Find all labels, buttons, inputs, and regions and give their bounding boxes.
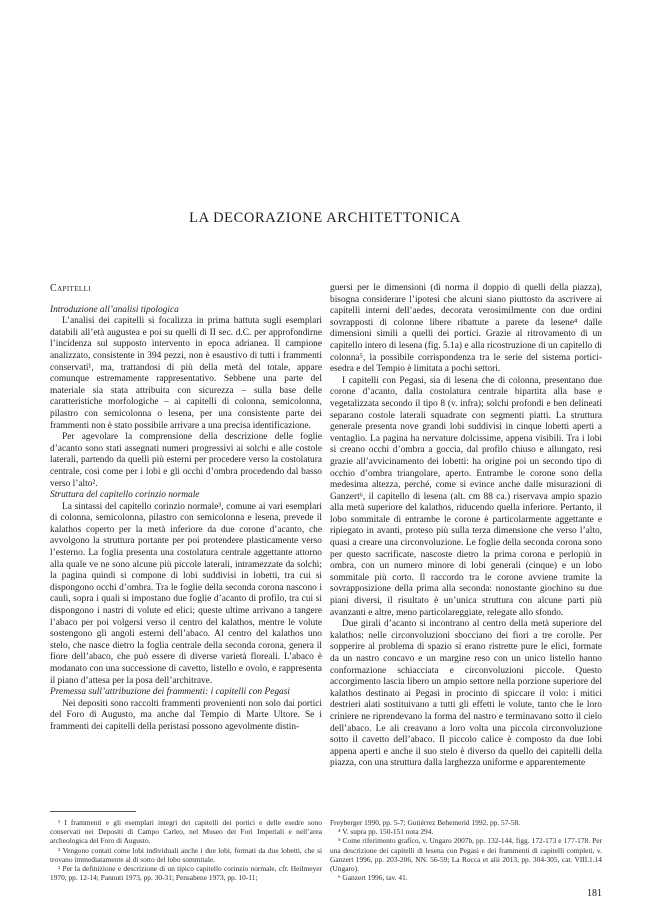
footnote: ⁶ Ganzert 1996, tav. 41. — [338, 873, 408, 883]
paragraph: Per agevolare la comprensione della descrizione delle foglie d’acanto sono stati assegnati numeri progressivi ai solchi e alle costole laterali, partendo da quelli più esterni per procedere verso la costolatura centrale, così come per i lobi e gli occhi d’ombra procedendo dal basso verso l’alto². — [50, 432, 322, 489]
left-column-body — [50, 305, 322, 734]
paragraph: I capitelli con Pegasi, sia di lesena che di colonna, presentano due corone d’acanto, dalla costolatura centrale bipartita alla base e vegetalizzata secondo il tipo 8 (v. infra); solchi profondi e ben delineati separano costole laterali squadrate con segmenti piatti. La struttura generale presenta nove grandi lobi suddivisi in cinque lobetti aperti a ventaglio. La pagina ha nervature dolcissime, appena visibili. Tra i lobi si creano occhi d’ombra a goccia, dal profilo chiuso e allungato, resi grazie all’avvicinamento dei lobetti: ha origine poi un secondo tipo di occhio d’ombra triangolare, aperto. Entrambe le corone sono della medesima altezza, perché, come si evince anche dalle misurazioni di Ganzert⁶, il capitello di lesena (alt. cm 88 ca.) riservava ampio spazio alla metà superiore del kalathos, riducendo quella inferiore. Pertanto, il lobo sommitale di entrambe le corone è particolarmente aggettante e ripiegato in avanti, proteso più sulla terza dimensione che verso l’alto, quasi a creare una circonvoluzione. Le foglie della seconda corona sono per questo sacrificate, nascoste dietro la prima corona e perlopiù in ombra, con un numero minore di lobi generali (cinque) e un lobo sommitale più corto. Il raccordo tra le corone avviene tramite la sovrapposizione della prima alla seconda: nonostante giochino su due piani diversi, il risultato è un’unica struttura con alcune parti più avanzanti e altre, meno particolareggiate, relegate allo sfondo. — [330, 375, 602, 618]
footnote-separator — [50, 811, 136, 812]
paragraph: guersi per le dimensioni (di norma il doppio di quelli della piazza), bisogna considerare l’ipotesi che alcuni siano piuttosto da ascrivere ai capitelli interni dell’aedes, decorata verosimilmente con due ordini sovrapposti di colonne libere ribattute a parete da lesene⁴ dalle dimensioni simili a quelli dei portici. Grazie al ritrovamento di un capitello intero di lesena (fig. 5.1a) e alla ricostruzione di un capitello di colonna⁵, la possibile corrispondenza tra le serie del sistema portici-esedra e del Tempio è limitata a pochi settori. — [330, 283, 602, 375]
footnote: ⁴ V. supra pp. 150-151 nota 294. — [338, 827, 434, 837]
paragraph: La sintassi del capitello corinzio normale³, comune ai vari esemplari di colonna, semicolonna, pilastro con semicolonna e lesena, prevede il kalathos coperto per la metà inferiore da due corone d’acanto, che avvolgono la struttura portante per poi protendere plasticamente verso l’esterno. La foglia presenta una costolatura centrale aggettante attorno alla quale ve ne sono alcune più piccole laterali, intramezzate da solchi; la pagina quindi si compone di lobi suddivisi in lobetti, tra cui si dispongono occhi d’ombra. Tra le foglie della seconda corona nascono i cauli, sopra i quali si impostano due foglie d’acanto di profilo, tra cui si dispongono i nastri di volute ed elici; queste ultime arrivano a tangere l’abaco per poi volgersi verso il centro del kalathos, mentre le volute sostengono gli angoli esterni dell’abaco. Al centro del kalathos uno stelo, che nasce dietro la foglia centrale della seconda corona, genera il fiore dell’abaco, che può essere di diverse varietà floreali. L’abaco è modanato con una successione di cavetto, listello e ovolo, e rappresenta il piano d’attesa per la posa dell’architrave. — [50, 501, 322, 686]
page-number: 181 — [587, 888, 602, 899]
paragraph: Due girali d’acanto si incontrano al centro della metà superiore del kalathos: nelle circonvoluzioni sbocciano dei fiori a tre corolle. Per sopperire al problema di spazio si erano ristrette pure le elici, formate da un nastro concavo e un margine reso con un unico listello hanno conformazione schiacciata e circonvoluzioni piccole. Questo accorgimento lascia libero un ampio settore nella porzione superiore del kalathos destinato ai Pegasi in procinto di spiccare il volo: i mitici destrieri alati sostituivano a tutti gli effetti le volute, tanto che le loro criniere ne riprendevano la forma del nastro e terminavano sotto il cielo dell’abaco. Le ali creavano a loro volta una piccola circonvoluzione sotto il cavetto dell’abaco. Il piccolo calice è composto da due lobi appena aperti e anche il suo stelo è diverso da quello dei capitelli della piazza, con una struttura dalla larghezza uniforme e apparentemente — [330, 619, 602, 769]
footnotes-right — [330, 818, 602, 882]
left-column — [50, 283, 322, 734]
page-title: LA DECORAZIONE ARCHITETTONICA — [189, 210, 461, 226]
right-column — [330, 283, 602, 770]
subheading: Premessa sull’attribuzione dei frammenti: i capitelli con Pegasi — [50, 687, 290, 698]
footnote: ⁵ Come riferimento grafico, v. Ungaro 2007b, pp. 132-144, figg. 172-173 e 177-178. Per una descrizione dei capitelli di lesena con Pegasi e dei frammenti di capitelli completi, v. Ganzert 1996, pp. 203-206, NN. 56-59; La Rocca et alii 2013, pp. 304-305, cat. VIII.1.14 (Ungaro). — [330, 836, 602, 874]
subheading: Introduzione all’analisi tipologica — [50, 304, 179, 315]
footnote: ¹ I frammenti e gli esemplari integri dei capitelli dei portici e delle esedre sono conservati nei Depositi di Campo Carleo, nel Museo dei Fori Imperiali e nell’area archeologica del Foro di Augusto. — [50, 818, 322, 846]
subheading: Struttura del capitello corinzio normale — [50, 490, 200, 501]
footnote: ² Vengono contati come lobi individuali anche i due lobi, formati da due lobetti, che si trovano immediatamente al di sotto del lobo sommitale. — [50, 845, 322, 864]
paragraph: L’analisi dei capitelli si focalizza in prima battuta sugli esemplari databili all’età augustea e poi su quelli di II sec. d.C. per approfondirne l’incidenza sul supposto intervento in epoca adrianea. Il campione analizzato, consistente in 394 pezzi, non è esaustivo di tutti i frammenti conservati¹, ma, trattandosi di più della metà del totale, appare comunque estremamente rappresentativo. Sebbene una parte del materiale sia stata attribuita con sicurezza – sulla base delle caratteristiche morfologiche – ai capitelli di colonna, semicolonna, pilastro con semicolonna o lesena, per una consistente parte dei frammenti non è stato possibile arrivare a una precisa identificazione. — [50, 316, 322, 431]
right-column-body — [330, 283, 602, 770]
footnote: Freyberger 1990, pp. 5-7; Gutiérrez Behemerid 1992, pp. 57-58. — [330, 818, 521, 827]
footnotes-left — [50, 818, 322, 882]
section-heading: Capitelli — [50, 283, 91, 294]
paragraph: Nei depositi sono raccolti frammenti provenienti non solo dai portici del Foro di Augusto, ma anche dal Tempio di Marte Ultore. Se i frammenti dei capitelli della peristasi possono agevolmente distin- — [50, 698, 322, 732]
footnote: ³ Per la definizione e descrizione di un tipico capitello corinzio normale, cfr. Heilmeyer 1970, pp. 12-14; Pannuti 1973, pp. 30-31; Pensabene 1973, pp. 10-11; — [50, 864, 322, 883]
